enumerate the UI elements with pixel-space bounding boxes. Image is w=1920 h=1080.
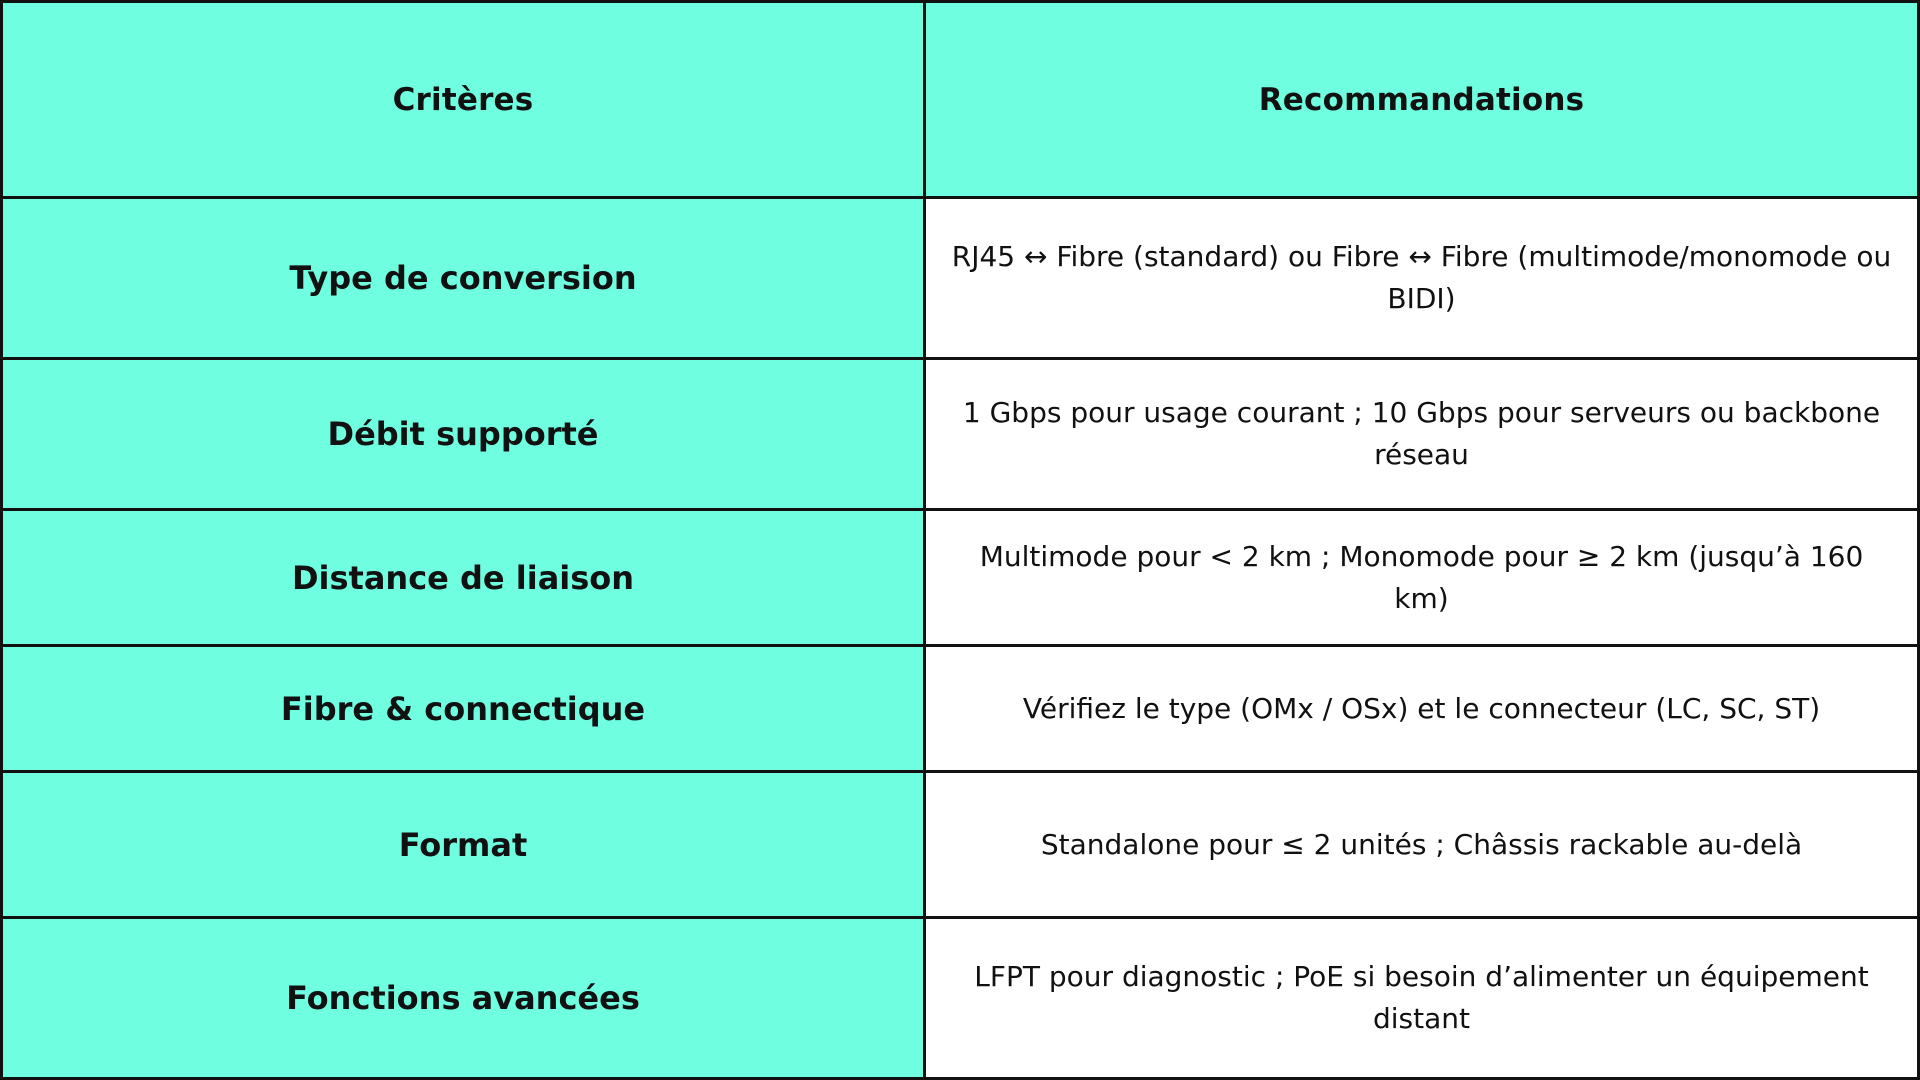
criterion-cell: Fibre & connectique	[3, 647, 926, 773]
recommendation-cell: 1 Gbps pour usage courant ; 10 Gbps pour serveurs ou backbone réseau	[926, 360, 1917, 511]
recommendation-cell: Vérifiez le type (OMx / OSx) et le connecteur (LC, SC, ST)	[926, 647, 1917, 773]
column-header-criteria: Critères	[3, 3, 926, 199]
recommendation-cell: LFPT pour diagnostic ; PoE si besoin d’alimenter un équipement distant	[926, 919, 1917, 1077]
criterion-cell: Distance de liaison	[3, 511, 926, 647]
criterion-cell: Fonctions avancées	[3, 919, 926, 1077]
criterion-cell: Type de conversion	[3, 199, 926, 360]
criterion-cell: Format	[3, 773, 926, 919]
recommendation-cell: RJ45 ↔ Fibre (standard) ou Fibre ↔ Fibre (multimode/monomode ou BIDI)	[926, 199, 1917, 360]
criterion-cell: Débit supporté	[3, 360, 926, 511]
column-header-recommendations: Recommandations	[926, 3, 1917, 199]
recommendation-cell: Standalone pour ≤ 2 unités ; Châssis rackable au-delà	[926, 773, 1917, 919]
recommendation-cell: Multimode pour < 2 km ; Monomode pour ≥ 2 km (jusqu’à 160 km)	[926, 511, 1917, 647]
